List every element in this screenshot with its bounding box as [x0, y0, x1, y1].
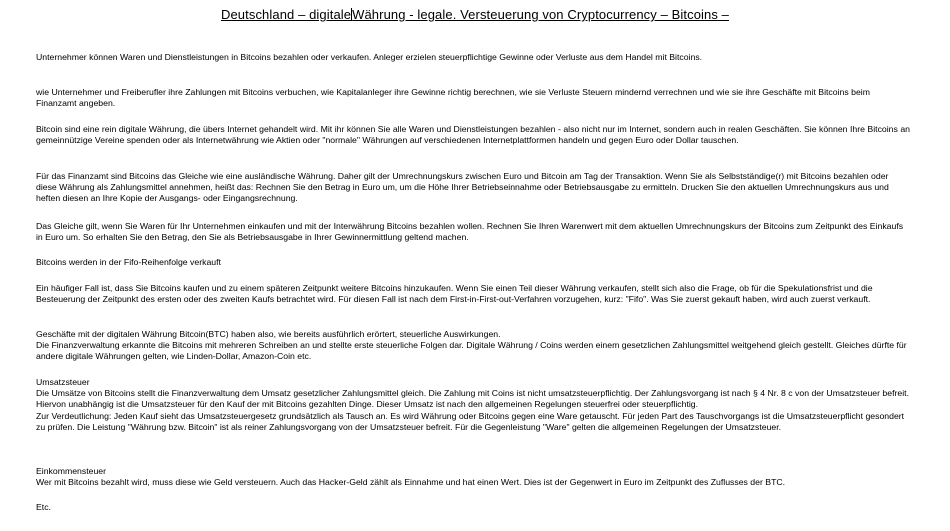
- paragraph-2: wie Unternehmer und Freiberufler ihre Zahlungen mit Bitcoins verbuchen, wie Kapitalanleger ihre Gewinne richtig berechnen, wie sie Verluste Steuern mindernd verrechnen und wie sie ihre Geschäfte mit Bitcoins beim Finanzamt angeben.: [36, 87, 870, 109]
- title-part-1: Deutschland – digitale: [220, 7, 352, 22]
- paragraph-1: Unternehmer können Waren und Dienstleistungen in Bitcoins bezahlen oder verkaufen. Anleger erzielen steuerpflichtige Gewinne oder Verluste aus dem Handel mit Bitcoins.: [36, 52, 703, 62]
- section-heading-fifo: Bitcoins werden in der Fifo-Reihenfolge verkauft: [36, 257, 221, 267]
- paragraph-5: Das Gleiche gilt, wenn Sie Waren für Ihr Unternehmen einkaufen und mit der Interwährung Bitcoins bezahlen wollen. Rechnen Sie Ihren Warenwert mit dem aktuellen Umrechnungskurs der Bitcoins zum Zeitpunkt des Einkaufs in Euro um. So erhalten Sie den Betrag, den Sie als Betriebsausgabe in Ihrer Gewinnermittlung geltend machen.: [36, 221, 904, 243]
- section-einkommensteuer: Einkommensteuer Wer mit Bitcoins bezahlt wird, muss diese wie Geld versteuern. Auch das Hacker-Geld zählt als Einnahme und hat einen Wert. Dies ist der Gegenwert in Euro im Zeitpunkt des Zuflusses der BTC.: [36, 466, 786, 488]
- paragraph-etc: Etc.: [36, 502, 51, 512]
- paragraph-7: Ein häufiger Fall ist, dass Sie Bitcoins kaufen und zu einem späteren Zeitpunkt weitere Bitcoins hinzukaufen. Wenn Sie einen Teil dieser Währung verkaufen, stellt sich also die Frage, ob für die Spekulationsfrist und die Besteuerung der Zeitpunkt des ersten oder des zweiten Kaufs betrachtet wird. Für diesen Fall ist nach dem First-in-First-out-Verfahren vorzugehen, kurz: "Fifo". Was Sie zuerst gekauft haben, wird auch zuerst verkauft.: [36, 283, 873, 305]
- title-part-2: Währung - legale. Versteuerung von Cryptocurrency – Bitcoins –: [352, 7, 729, 22]
- paragraph-8: Geschäfte mit der digitalen Währung Bitcoin(BTC) haben also, wie bereits ausführlich erörtert, steuerliche Auswirkungen. Die Finanzverwaltung erkannte die Bitcoins mit mehreren Schreiben an und stellte erste steuerliche Folgen dar. Digitale Währung / Coins werden einem gesetzlichen Zahlungsmittel weitgehend gleich gestellt. Gleiches dürfte für andere digitale Währungen gelten, wie Linden-Dollar, Amazon-Coin etc.: [36, 329, 907, 362]
- section-umsatzsteuer: Umsatzsteuer Die Umsätze von Bitcoins stellt die Finanzverwaltung dem Umsatz gesetzlicher Zahlungsmittel gleich. Die Zahlung mit Coins ist nicht umsatzsteuerpflichtig. Der Zahlungsvorgang ist nach § 4 Nr. 8 c von der Umsatzsteuer befreit. Hiervon unabhängig ist die Umsatzsteuer für den Kauf der mit Bitcoins gezahlten Dinge. Dieser Umsatz ist nach den allgemeinen Regelungen steuerfrei oder steuerpflichtig. Zur Verdeutlichung: Jeden Kauf sieht das Umsatzsteuergesetz grundsätzlich als Tausch an. Es wird Währung oder Bitcoins gegen eine Ware getauscht. Für jeden Part des Tauschvorgangs ist die Umsatzsteuerpflicht gesondert zu prüfen. Die Leistung "Währung bzw. Bitcoin" ist als reiner Zahlungsvorgang von der Umsatzsteuer befreit. Für die Gegenleistung "Ware" gelten die allgemeinen Regelungen der Umsatzsteuer.: [36, 377, 909, 432]
- document-title: [0, 7, 950, 22]
- paragraph-4: Für das Finanzamt sind Bitcoins das Gleiche wie eine ausländische Währung. Daher gilt der Umrechnungskurs zwischen Euro und Bitcoin am Tag der Transaktion. Wenn Sie als Selbstständige(r) mit Bitcoins bezahlen oder diese Währung als Zahlungsmittel annehmen, heißt das: Rechnen Sie den Betrag in Euro um, um die Höhe Ihrer Betriebseinnahme oder Betriebsausgabe zu ermitteln. Drucken Sie den aktuellen Umrechnungskurs aus und heften diesen an Ihre Kopie der Ausgangs- oder Eingangsrechnung.: [36, 171, 889, 204]
- paragraph-3: Bitcoin sind eine rein digitale Währung, die übers Internet gehandelt wird. Mit ihr können Sie alle Waren und Dienstleistungen bezahlen - also nicht nur im Internet, sondern auch in realen Geschäften. Sie können Ihre Bitcoins an gemeinnützige Vereine spenden oder als Internetwährung wie Aktien oder "normale" Währungen auf verschiedenen Internetplattformen handeln und gegen Euro oder Dollar tauschen.: [36, 124, 910, 146]
